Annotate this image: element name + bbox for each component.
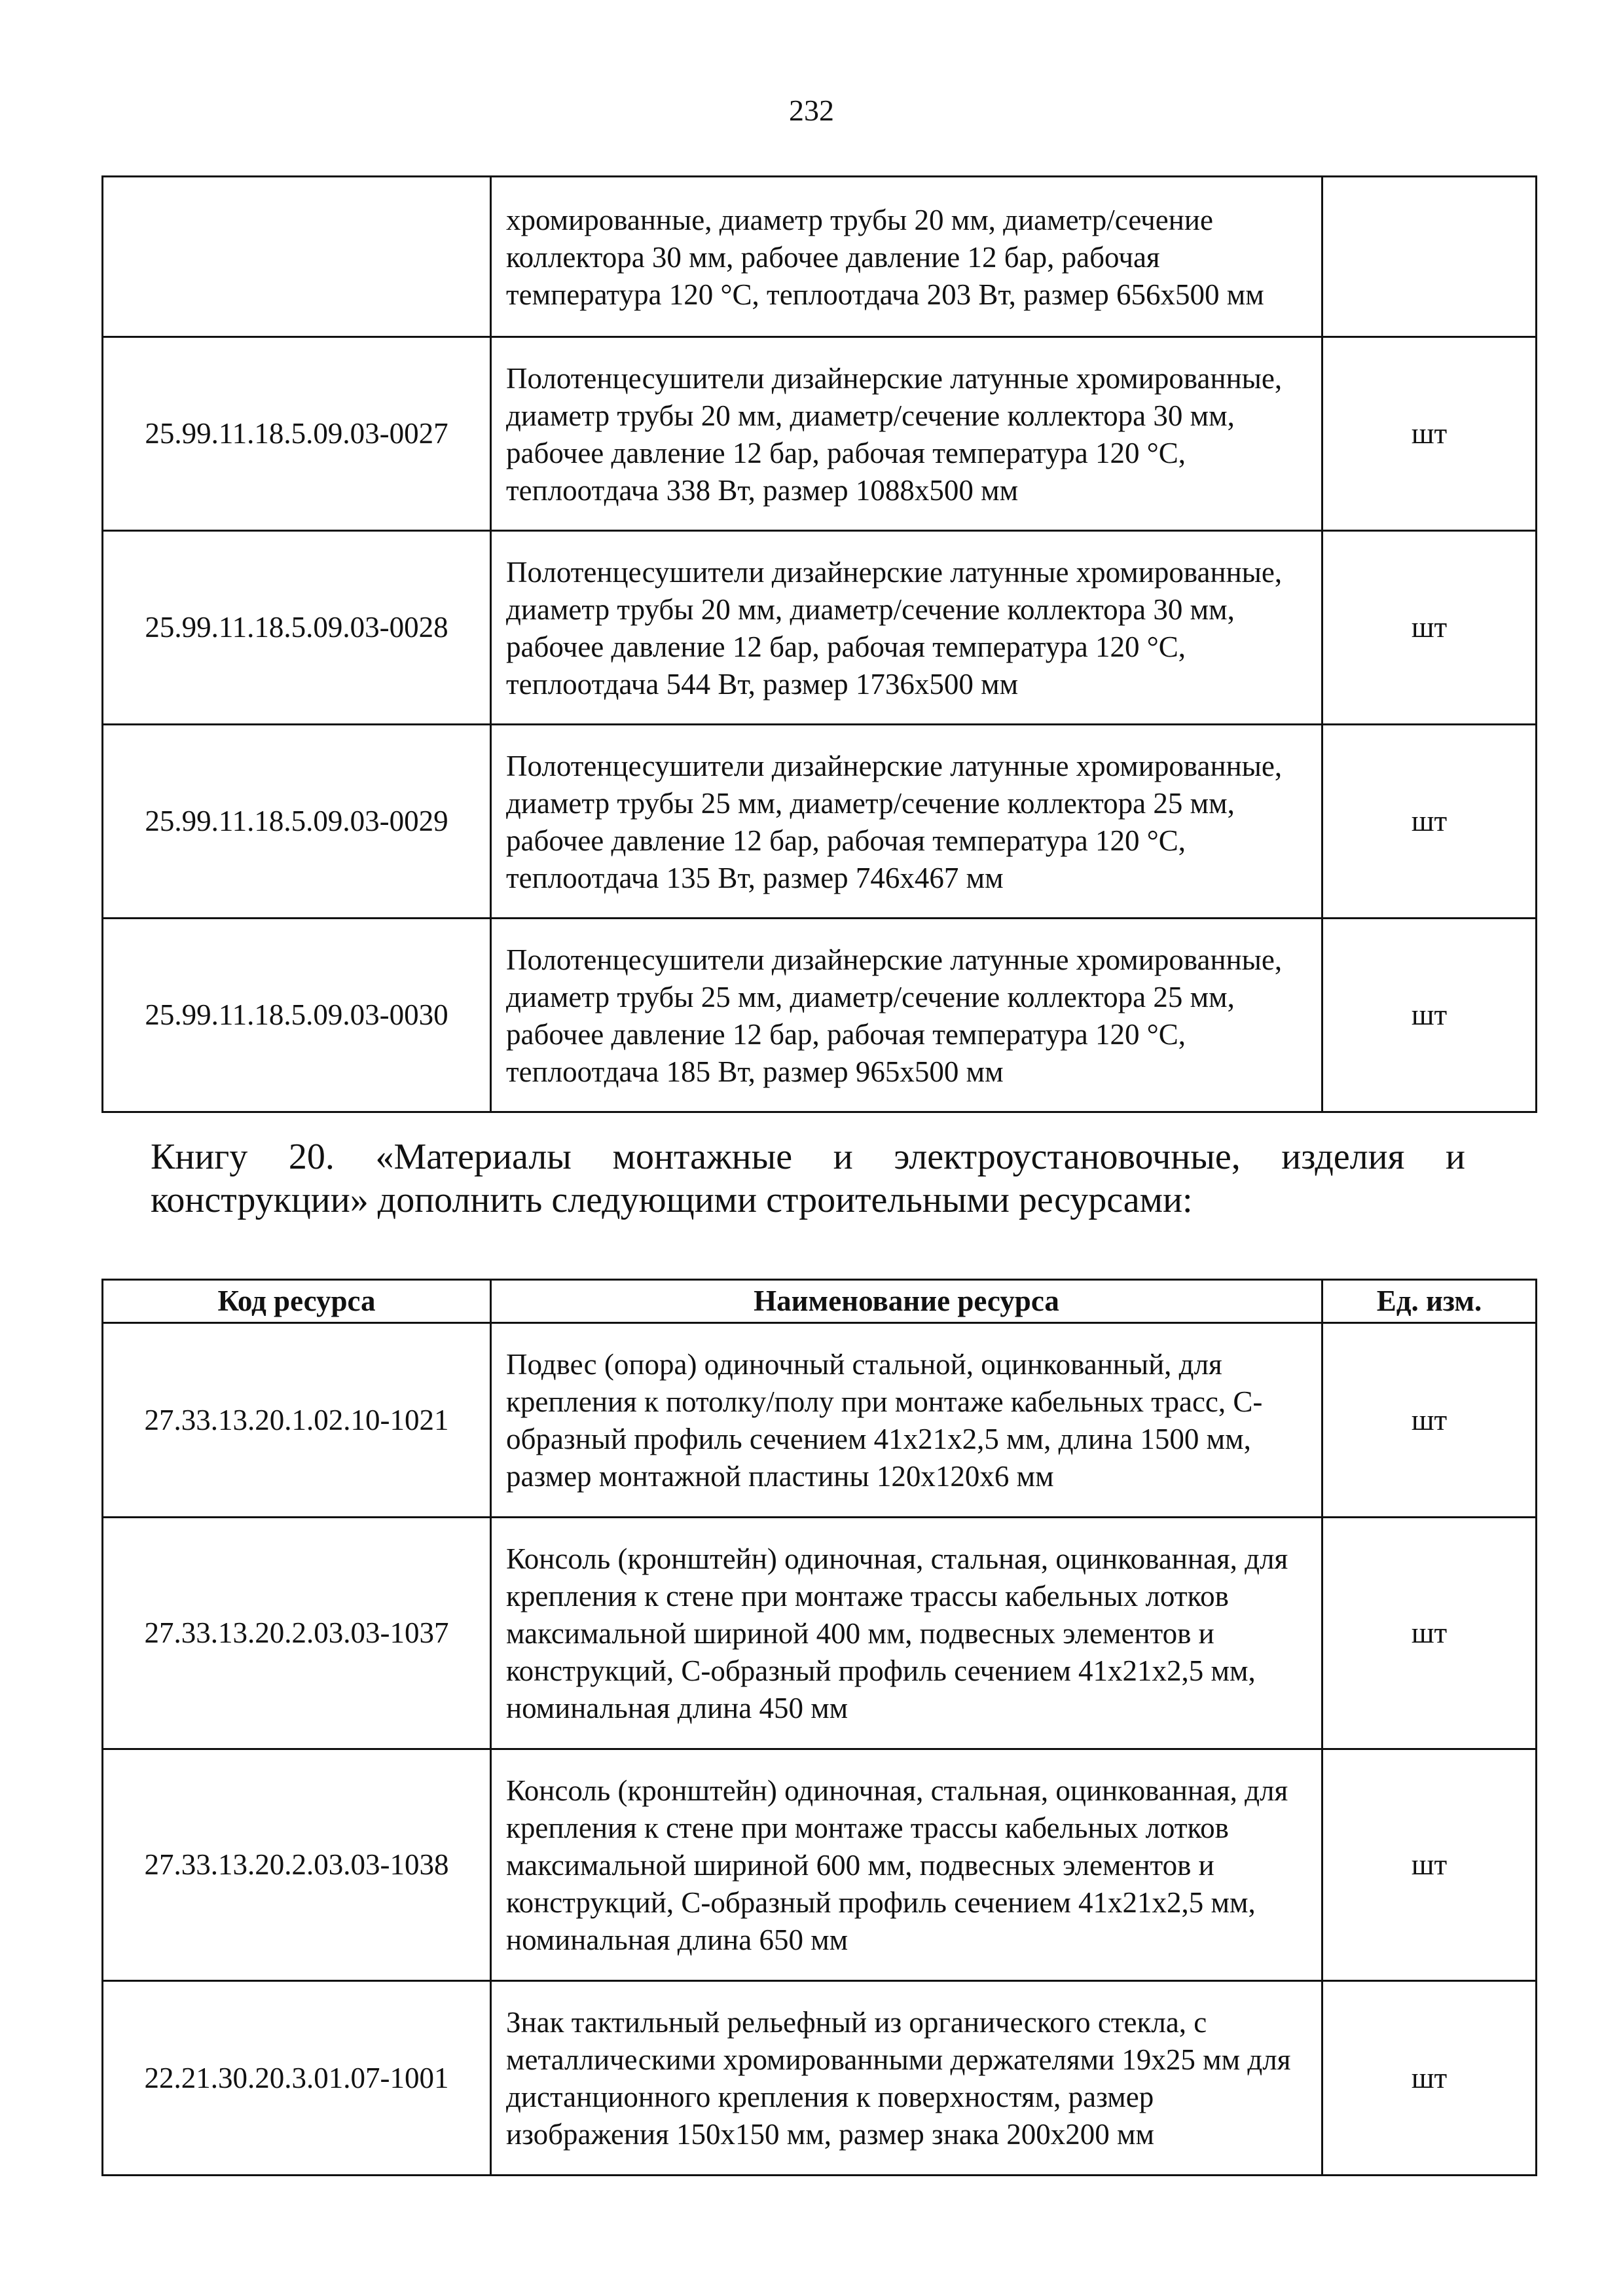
- header-name: Наименование ресурса: [491, 1280, 1322, 1323]
- resource-name: Консоль (кронштейн) одиночная, стальная, оцинкованная, для крепления к стене при монтаже трассы кабельных лотков максимальной шириной 600 мм, подвесных элементов и конструкций, С-образный профиль сечением 41х21х2,5 мм, номинальная длина 650 мм: [491, 1749, 1322, 1981]
- resource-name: Подвес (опора) одиночный стальной, оцинкованный, для крепления к потолку/полу при монтаже кабельных трасс, С-образный профиль сечением 41х21х2,5 мм, длина 1500 мм, размер монтажной пластины 120х120х6 мм: [491, 1323, 1322, 1518]
- resource-name: Консоль (кронштейн) одиночная, стальная, оцинкованная, для крепления к стене при монтаже трассы кабельных лотков максимальной шириной 400 мм, подвесных элементов и конструкций, С-образный профиль сечением 41х21х2,5 мм, номинальная длина 450 мм: [491, 1518, 1322, 1749]
- resource-unit: [1322, 177, 1537, 337]
- table-row: [103, 1981, 1537, 2176]
- resource-unit: шт: [1322, 1981, 1537, 2176]
- resource-name: хромированные, диаметр трубы 20 мм, диаметр/сечение коллектора 30 мм, рабочее давление 12 бар, рабочая температура 120 °С, теплоотдача 203 Вт, размер 656х500 мм: [491, 177, 1322, 337]
- page-number: 232: [789, 94, 834, 127]
- resource-code: 25.99.11.18.5.09.03-0029: [103, 725, 491, 919]
- resource-code: 27.33.13.20.2.03.03-1038: [103, 1749, 491, 1981]
- table-row: [103, 337, 1537, 531]
- header-code: Код ресурса: [103, 1280, 491, 1323]
- resource-name: Полотенцесушители дизайнерские латунные хромированные, диаметр трубы 25 мм, диаметр/сечение коллектора 25 мм, рабочее давление 12 бар, рабочая температура 120 °С, теплоотдача 185 Вт, размер 965х500 мм: [491, 919, 1322, 1112]
- resource-unit: шт: [1322, 1323, 1537, 1518]
- header-unit: Ед. изм.: [1322, 1280, 1537, 1323]
- resource-name: Полотенцесушители дизайнерские латунные хромированные, диаметр трубы 20 мм, диаметр/сечение коллектора 30 мм, рабочее давление 12 бар, рабочая температура 120 °С, теплоотдача 338 Вт, размер 1088х500 мм: [491, 337, 1322, 531]
- resource-code: 27.33.13.20.1.02.10-1021: [103, 1323, 491, 1518]
- resource-name: Полотенцесушители дизайнерские латунные хромированные, диаметр трубы 20 мм, диаметр/сечение коллектора 30 мм, рабочее давление 12 бар, рабочая температура 120 °С, теплоотдача 544 Вт, размер 1736х500 мм: [491, 531, 1322, 725]
- resource-name: Знак тактильный рельефный из органического стекла, с металлическими хромированными держателями 19х25 мм для дистанционного крепления к поверхностям, размер изображения 150х150 мм, размер знака 200х200 мм: [491, 1981, 1322, 2176]
- resource-table-new: [101, 1279, 1537, 2176]
- resource-code: 25.99.11.18.5.09.03-0027: [103, 337, 491, 531]
- resource-table-continued: [101, 175, 1537, 1113]
- resource-code: 25.99.11.18.5.09.03-0030: [103, 919, 491, 1112]
- resource-unit: шт: [1322, 1518, 1537, 1749]
- table-header-row: [103, 1280, 1537, 1323]
- table-row: [103, 1323, 1537, 1518]
- resource-unit: шт: [1322, 725, 1537, 919]
- resource-code: 25.99.11.18.5.09.03-0028: [103, 531, 491, 725]
- table-row: [103, 725, 1537, 919]
- table-row: [103, 919, 1537, 1112]
- resource-unit: шт: [1322, 919, 1537, 1112]
- resource-code: [103, 177, 491, 337]
- table-row: [103, 177, 1537, 337]
- resource-code: 27.33.13.20.2.03.03-1037: [103, 1518, 491, 1749]
- resource-unit: шт: [1322, 1749, 1537, 1981]
- table-row: [103, 1749, 1537, 1981]
- resource-name: Полотенцесушители дизайнерские латунные хромированные, диаметр трубы 25 мм, диаметр/сечение коллектора 25 мм, рабочее давление 12 бар, рабочая температура 120 °С, теплоотдача 135 Вт, размер 746х467 мм: [491, 725, 1322, 919]
- resource-unit: шт: [1322, 531, 1537, 725]
- resource-code: 22.21.30.20.3.01.07-1001: [103, 1981, 491, 2176]
- table-row: [103, 1518, 1537, 1749]
- resource-unit: шт: [1322, 337, 1537, 531]
- table-row: [103, 531, 1537, 725]
- section-paragraph: Книгу 20. «Материалы монтажные и электроустановочные, изделия и конструкции» дополнить следующими строительными ресурсами:: [151, 1137, 1465, 1220]
